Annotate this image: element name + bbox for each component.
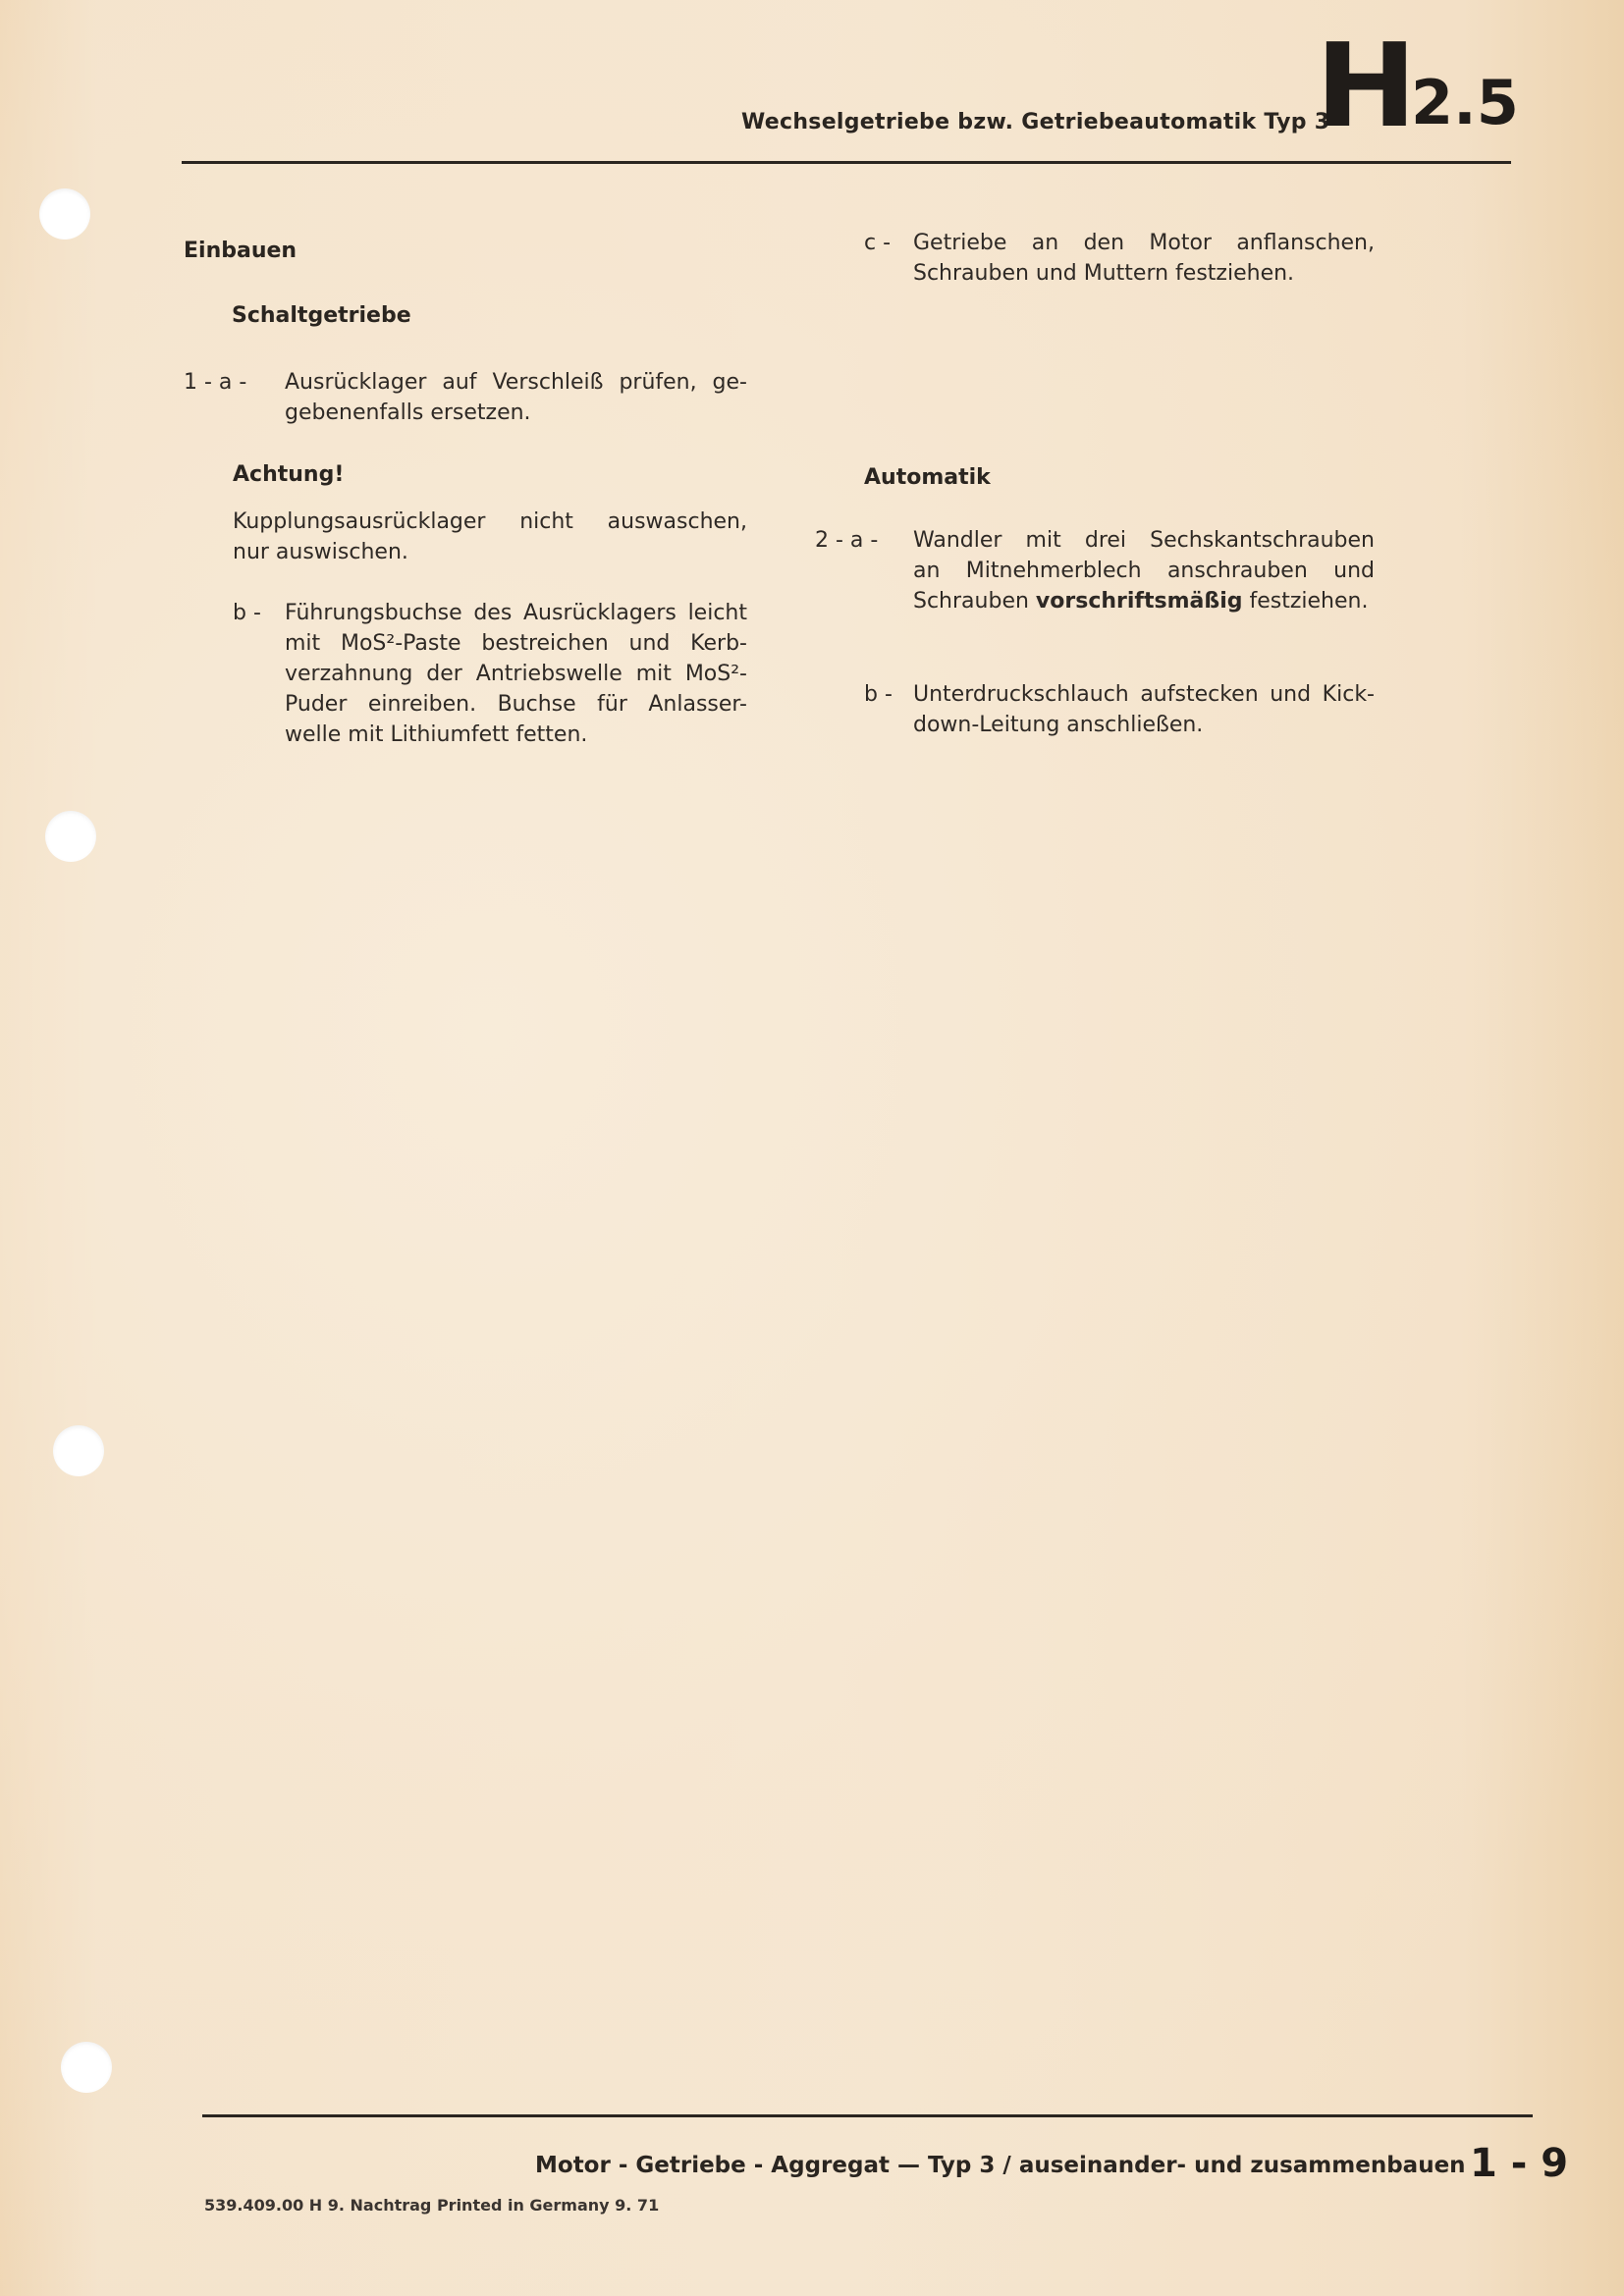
punch-hole-4 (61, 2042, 112, 2093)
subheading-schaltgetriebe: Schaltgetriebe (232, 303, 411, 328)
text-line: down-Leitung anschließen. (913, 713, 1204, 737)
item-number: c - (864, 231, 892, 255)
item-2a (815, 525, 1375, 619)
text-line (913, 586, 1375, 616)
notice-text (233, 507, 747, 569)
text-line: welle mit Lithiumfett fetten. (285, 722, 588, 747)
header-rule (182, 161, 1511, 164)
emphasis-text: vorschriftsmäßig (1035, 589, 1243, 614)
item-text (913, 679, 1375, 740)
text-line: nur auswischen. (233, 540, 408, 564)
item-1b (233, 598, 747, 755)
footer-title: Motor - Getriebe - Aggregat — Typ 3 / auseinander- und zusammenbauen (535, 2153, 1466, 2178)
item-text (913, 228, 1375, 289)
text-line: Getriebe an den Motor anflanschen, (913, 231, 1375, 255)
text-line: Ausrücklager auf Verschleiß prüfen, ge- (285, 370, 747, 395)
text-line: Führungsbuchse des Ausrücklagers leicht (285, 601, 747, 625)
text-run: festziehen. (1242, 589, 1369, 614)
item-number: 1 - a - (184, 370, 247, 395)
item-text (233, 507, 747, 567)
text-line: verzahnung der Antriebswelle mit MoS²- (285, 662, 747, 686)
notice-heading: Achtung! (233, 462, 345, 487)
item-number: 2 - a - (815, 528, 879, 553)
text-line: Puder einreiben. Buchse für Anlasser- (285, 692, 747, 717)
text-line: Wandler mit drei Sechskantschrauben (913, 528, 1375, 553)
page-number: 1 - 9 (1470, 2141, 1569, 2186)
imprint: 539.409.00 H 9. Nachtrag Printed in Germany 9. 71 (204, 2196, 660, 2215)
text-line: gebenenfalls ersetzen. (285, 400, 531, 425)
item-2b (864, 679, 1375, 742)
text-line: Kupplungsausrücklager nicht auswaschen, (233, 509, 747, 534)
item-text (285, 367, 747, 428)
text-line: Schrauben und Muttern festziehen. (913, 261, 1295, 286)
section-number: 2.5 (1411, 67, 1519, 138)
subheading-automatik: Automatik (864, 465, 991, 490)
item-number: b - (233, 601, 261, 625)
item-1a (184, 367, 747, 430)
item-1c (864, 228, 1375, 291)
punch-hole-1 (39, 188, 90, 240)
text-line: Unterdruckschlauch aufstecken und Kick- (913, 682, 1375, 707)
item-text (285, 598, 747, 750)
section-letter: H (1315, 18, 1418, 153)
item-text (913, 525, 1375, 616)
punch-hole-3 (53, 1425, 104, 1476)
heading-einbauen: Einbauen (184, 239, 298, 263)
header-title: Wechselgetriebe bzw. Getriebeautomatik Typ 3 (741, 110, 1330, 134)
text-line: mit MoS²-Paste bestreichen und Kerb- (285, 631, 747, 656)
footer-rule (202, 2114, 1533, 2117)
text-line: an Mitnehmerblech anschrauben und (913, 559, 1375, 583)
punch-hole-2 (45, 811, 96, 862)
text-run: Schrauben (913, 589, 1036, 614)
item-number: b - (864, 682, 893, 707)
